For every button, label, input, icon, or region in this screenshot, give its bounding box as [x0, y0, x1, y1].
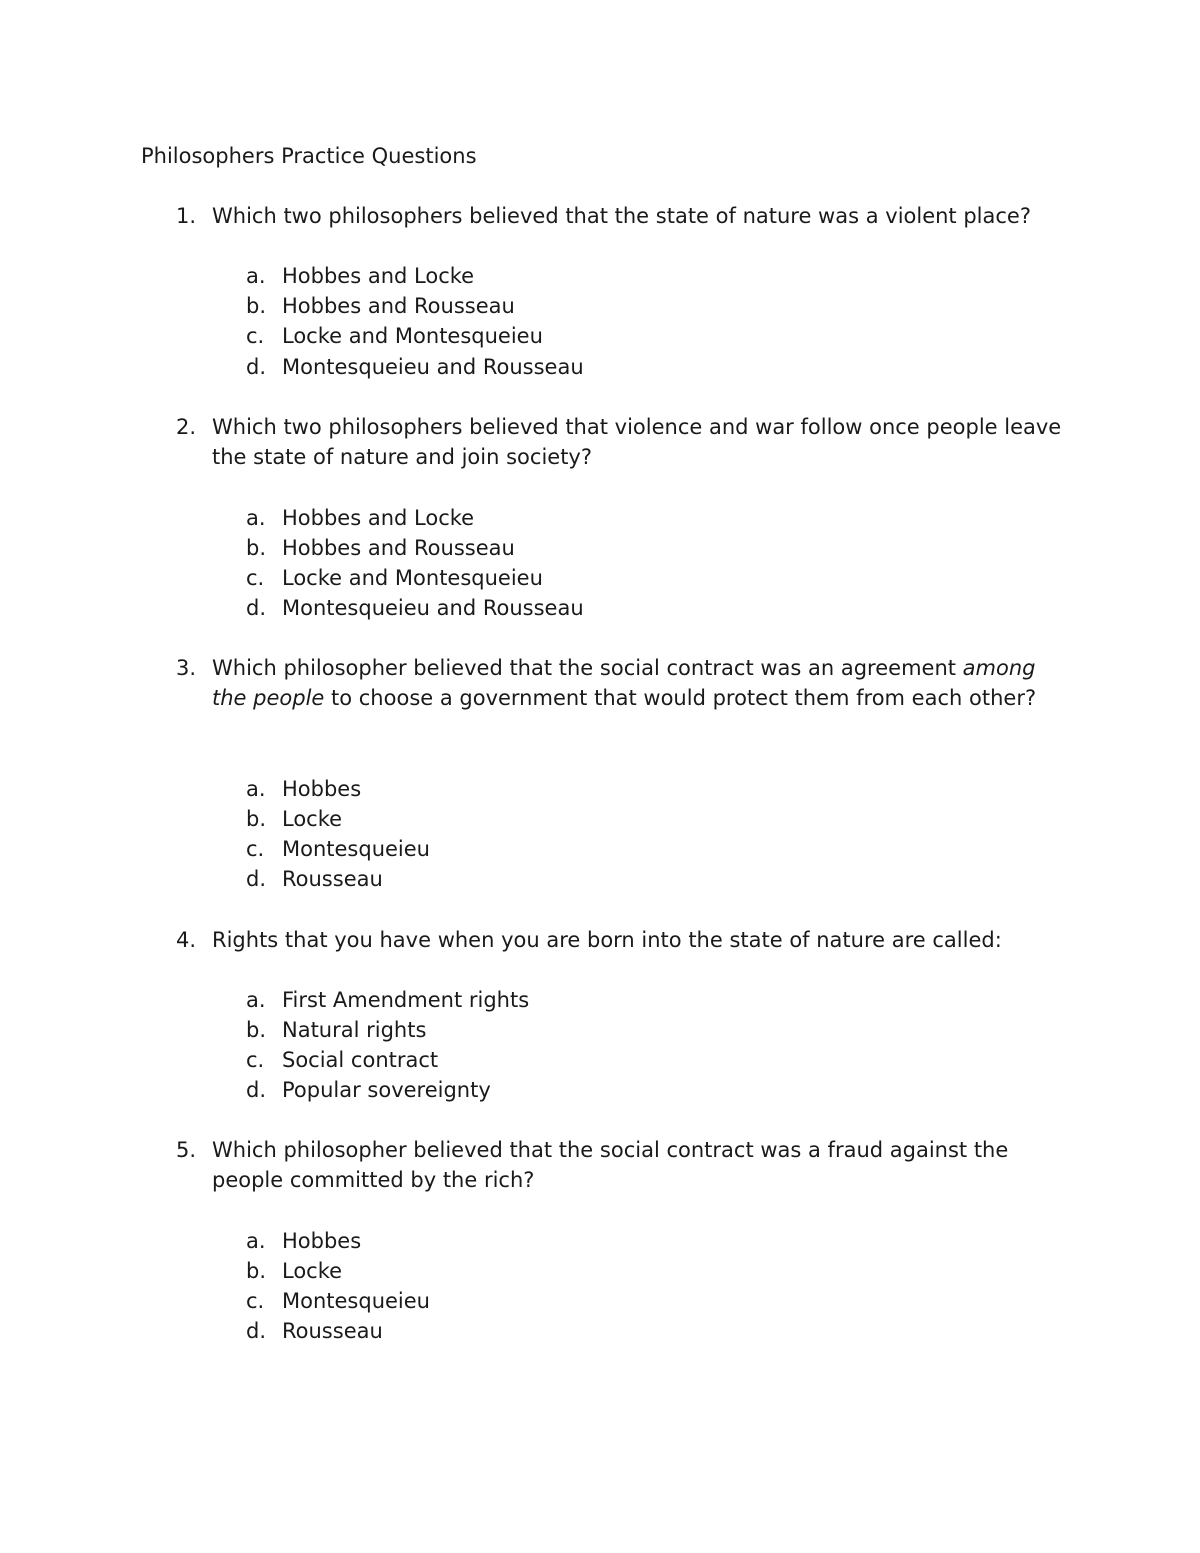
option-letter: c.: [246, 1289, 265, 1313]
answer-option: [0, 321, 900, 351]
answer-option: [0, 1226, 900, 1256]
option-letter: c.: [246, 566, 265, 590]
option-letter: b.: [246, 536, 267, 560]
option-letter: a.: [246, 988, 266, 1012]
option-letter: a.: [246, 777, 266, 801]
option-text: First Amendment rights: [282, 988, 530, 1012]
option-letter: d.: [246, 1078, 267, 1102]
page-title: Philosophers Practice Questions: [141, 144, 477, 168]
option-text: Hobbes: [282, 1229, 362, 1253]
option-text: Hobbes and Rousseau: [282, 536, 515, 560]
option-letter: b.: [246, 1018, 267, 1042]
answer-option: [0, 352, 900, 382]
answer-option: [0, 1045, 900, 1075]
option-letter: d.: [246, 867, 267, 891]
question-number: 2.: [176, 415, 197, 439]
option-letter: d.: [246, 596, 267, 620]
answer-option: [0, 804, 900, 834]
option-text: Hobbes: [282, 777, 362, 801]
question-text: Which two philosophers believed that the state of nature was a violent place?: [212, 204, 1031, 228]
option-letter: c.: [246, 324, 265, 348]
question-number: 3.: [176, 656, 197, 680]
answer-option: [0, 1316, 900, 1346]
answer-option: [0, 593, 900, 623]
option-letter: a.: [246, 506, 266, 530]
answer-option: [0, 563, 900, 593]
question-number: 5.: [176, 1138, 197, 1162]
option-letter: b.: [246, 1259, 267, 1283]
question-text: [212, 653, 1070, 714]
option-text: Locke: [282, 1259, 343, 1283]
option-letter: c.: [246, 837, 265, 861]
option-letter: a.: [246, 1229, 266, 1253]
answer-option: [0, 834, 900, 864]
option-text: Montesqueieu and Rousseau: [282, 355, 584, 379]
option-text: Popular sovereignty: [282, 1078, 491, 1102]
question-text: Which two philosophers believed that violence and war follow once people leave the state of nature and join society?: [212, 415, 1062, 470]
option-text: Montesqueieu and Rousseau: [282, 596, 584, 620]
answer-option: [0, 261, 900, 291]
option-text: Natural rights: [282, 1018, 427, 1042]
question-text: Which philosopher believed that the social contract was a fraud against the people committed by the rich?: [212, 1138, 1009, 1193]
question-text-emphasis: among the people: [212, 656, 1036, 711]
option-text: Rousseau: [282, 867, 383, 891]
option-text: Rousseau: [282, 1319, 383, 1343]
answer-option: [0, 985, 900, 1015]
answer-option: [0, 1075, 900, 1105]
option-text: Locke: [282, 807, 343, 831]
question-number: 1.: [176, 204, 197, 228]
question-number: 4.: [176, 928, 197, 952]
answer-option: [0, 864, 900, 894]
option-letter: d.: [246, 1319, 267, 1343]
answer-option: [0, 1286, 900, 1316]
option-text: Hobbes and Rousseau: [282, 294, 515, 318]
question-text: Rights that you have when you are born into the state of nature are called:: [212, 928, 1002, 952]
option-text: Montesqueieu: [282, 837, 430, 861]
option-text: Locke and Montesqueieu: [282, 566, 543, 590]
option-text: Hobbes and Locke: [282, 264, 475, 288]
answer-option: [0, 291, 900, 321]
option-letter: d.: [246, 355, 267, 379]
answer-option: [0, 1015, 900, 1045]
question-text-part: to choose a government that would protect them from each other?: [324, 686, 1037, 711]
option-text: Social contract: [282, 1048, 439, 1072]
question-text-part: Which philosopher believed that the social contract was an agreement: [212, 656, 963, 680]
answer-option: [0, 503, 900, 533]
option-text: Hobbes and Locke: [282, 506, 475, 530]
option-letter: c.: [246, 1048, 265, 1072]
answer-option: [0, 774, 900, 804]
option-letter: b.: [246, 294, 267, 318]
option-text: Locke and Montesqueieu: [282, 324, 543, 348]
option-letter: b.: [246, 807, 267, 831]
option-letter: a.: [246, 264, 266, 288]
answer-option: [0, 1256, 900, 1286]
option-text: Montesqueieu: [282, 1289, 430, 1313]
answer-option: [0, 533, 900, 563]
